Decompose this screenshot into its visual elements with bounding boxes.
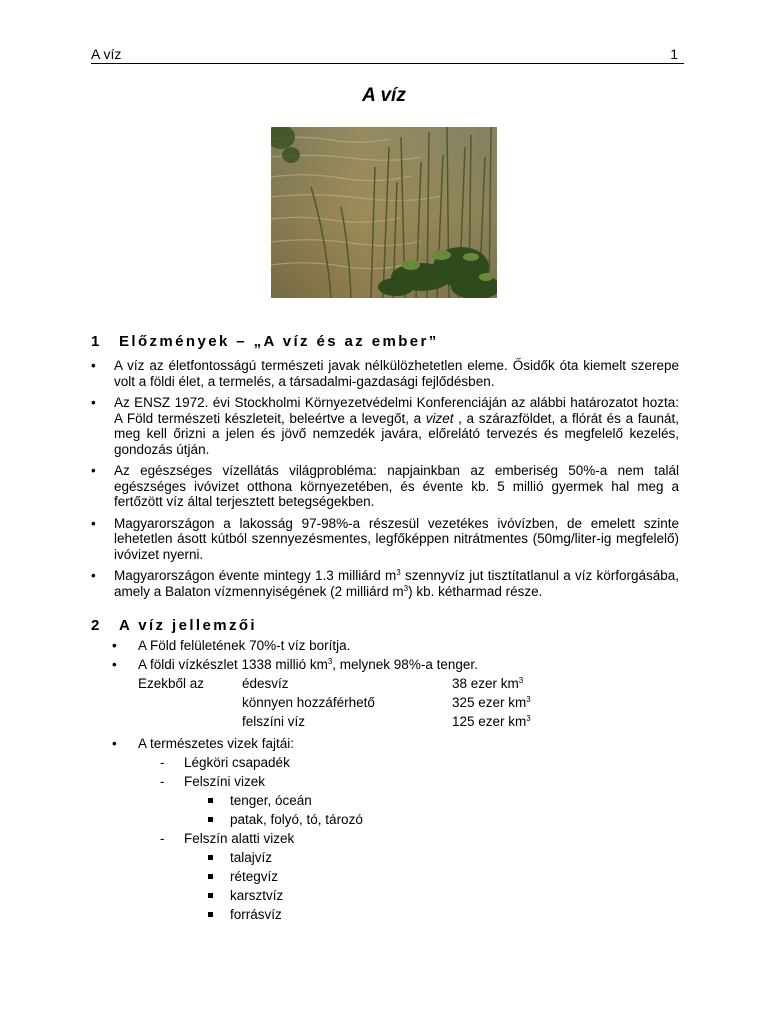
section-2-heading bbox=[91, 617, 257, 634]
page-number: 1 bbox=[670, 46, 678, 62]
table-label: Ezekből az bbox=[138, 676, 205, 691]
section-1-heading bbox=[91, 333, 439, 350]
square-bullet-icon bbox=[208, 817, 213, 822]
header-title: A víz bbox=[91, 46, 122, 62]
list-item: • Magyarországon évente mintegy 1.3 milliárd $m^3$ szennyvíz jut tisztítatlanul a víz körforgásába, amely a Balaton vízmennyiségének (2 milliárd $m^3$) kb. kétharmad része. bbox=[91, 568, 679, 599]
dash-icon: - bbox=[160, 755, 165, 770]
square-bullet-icon bbox=[208, 798, 213, 803]
table-cell-name: felszíni víz bbox=[242, 714, 306, 729]
bullet-icon: • bbox=[91, 395, 96, 410]
table-cell-value: 125 ezer $km^3$ bbox=[452, 714, 531, 729]
list-item: • Az ENSZ 1972. évi Stockholmi Környezetvédelmi Konferenciáján az alábbi határozatot hozta: A Föld természeti készleteit, beleértve a levegőt, a vizet , a szárazföldet, a flórát és a faunát, meg kell őrizni a jelen és jövő nemzedék javára, előrelátó tervezés és megfelelő kezelés, gondozás útján. bbox=[91, 395, 680, 457]
document-page: A víz 1 A víz 1 Előzmények – „A víz és az ember” • A víz az életfontosságú természeti javak nélkülözhetetlen eleme. Ősidők óta kiemelt szerepe volt a földi élet, a termelés, a társadalmi-gazdasági fejlődésben. • Az ENSZ 1972. évi Stockholmi Környezetvédelmi Konferenciáján az alábbi határozatot hozta: A Föld természeti készleteit, beleértve a levegőt, a vizet , a szárazföldet, a flórát és a faunát, meg kell őrizni a jelen és jövő nemzedék javára, előrelátó tervezés és megfelelő kezelés, gondozás útján. • Az egészséges vízellátás világprobléma: napjainkban az emberiség 50%-a nem talál egészséges ivóvizet otthona környezetében, és évente kb. 5 millió gyermek hal meg a fertőzött víz által terjesztett betegségekben. • Magyarországon a lakosság 97-98%-a részesül vezetékes ivóvízben, de emelett szinte lehetetlen ásott kútból szennyezésmentes, legfőképpen nitrátmentes (50mg/liter-ig megfelelő) ivóvizet nyerni. • Magyarországon évente mintegy 1.3 milliárd $m^3$ szennyvíz jut tisztítatlanul a víz körforgásába, amely a Balaton vízmennyiségének (2 milliárd $m^3$) kb. kétharmad része. 2 A víz jellemzői • A Föld felületének 70%-t víz borítja. • A földi vízkészlet 1338 millió $km^3$, melynek 98%-a tenger. Ezekből az édesvíz 38 ezer $km^3$ könnyen hozzáférhető 325 ezer $km^3$ felszíni víz 125 ezer $km^3$ • A természetes vizek fajtái: - Légköri csapadék - Felszíni vizek tenger, óceán patak, folyó, tó, tározó - Felszín alatti vizek talajvíz rétegvíz karsztvíz forrásvíz bbox=[0, 0, 768, 1024]
bullet-icon: • bbox=[91, 358, 96, 373]
table-cell-name: könnyen hozzáférhető bbox=[242, 695, 375, 710]
table-cell-name: édesvíz bbox=[242, 676, 289, 691]
square-bullet-icon bbox=[208, 893, 213, 898]
table-cell-value: 325 ezer $km^3$ bbox=[452, 695, 531, 710]
running-header bbox=[91, 46, 684, 64]
section-2-number: 2 bbox=[91, 617, 100, 634]
bullet-icon: • bbox=[91, 515, 96, 531]
section-1-number: 1 bbox=[91, 333, 100, 350]
list-item: • A víz az életfontosságú természeti javak nélkülözhetetlen eleme. Ősidők óta kiemelt szerepe volt a földi élet, a termelés, a társadalmi-gazdasági fejlődésben. bbox=[91, 358, 679, 389]
document-title: A víz bbox=[362, 85, 406, 106]
square-bullet-icon bbox=[208, 912, 213, 917]
bullet-icon: • bbox=[112, 638, 117, 653]
bullet-icon: • bbox=[91, 568, 96, 583]
section-2-title: A víz jellemzői bbox=[119, 617, 257, 634]
bullet-icon: • bbox=[112, 736, 117, 751]
bullet-icon: • bbox=[91, 463, 96, 478]
dash-icon: - bbox=[160, 774, 165, 789]
bullet-icon: • bbox=[112, 657, 117, 672]
list-item: • Az egészséges vízellátás világprobléma: napjainkban az emberiség 50%-a nem talál egészséges ivóvizet otthona környezetében, és évente kb. 5 millió gyermek hal meg a fertőzött víz által terjesztett betegségekben. bbox=[91, 463, 679, 509]
table-cell-value: 38 ezer $km^3$ bbox=[452, 676, 524, 691]
section-1-bullets bbox=[91, 358, 679, 605]
dash-icon: - bbox=[160, 831, 165, 846]
square-bullet-icon bbox=[208, 874, 213, 879]
square-bullet-icon bbox=[208, 855, 213, 860]
section-1-title: Előzmények – „A víz és az ember” bbox=[119, 333, 439, 350]
water-reeds-photo bbox=[271, 127, 497, 298]
list-item: • Magyarországon a lakosság 97-98%-a részesül vezetékes ivóvízben, de emelett szinte lehetetlen ásott kútból szennyezésmentes, legfőképpen nitrátmentes (50mg/liter-ig megfelelő) ivóvizet nyerni. bbox=[91, 515, 679, 562]
